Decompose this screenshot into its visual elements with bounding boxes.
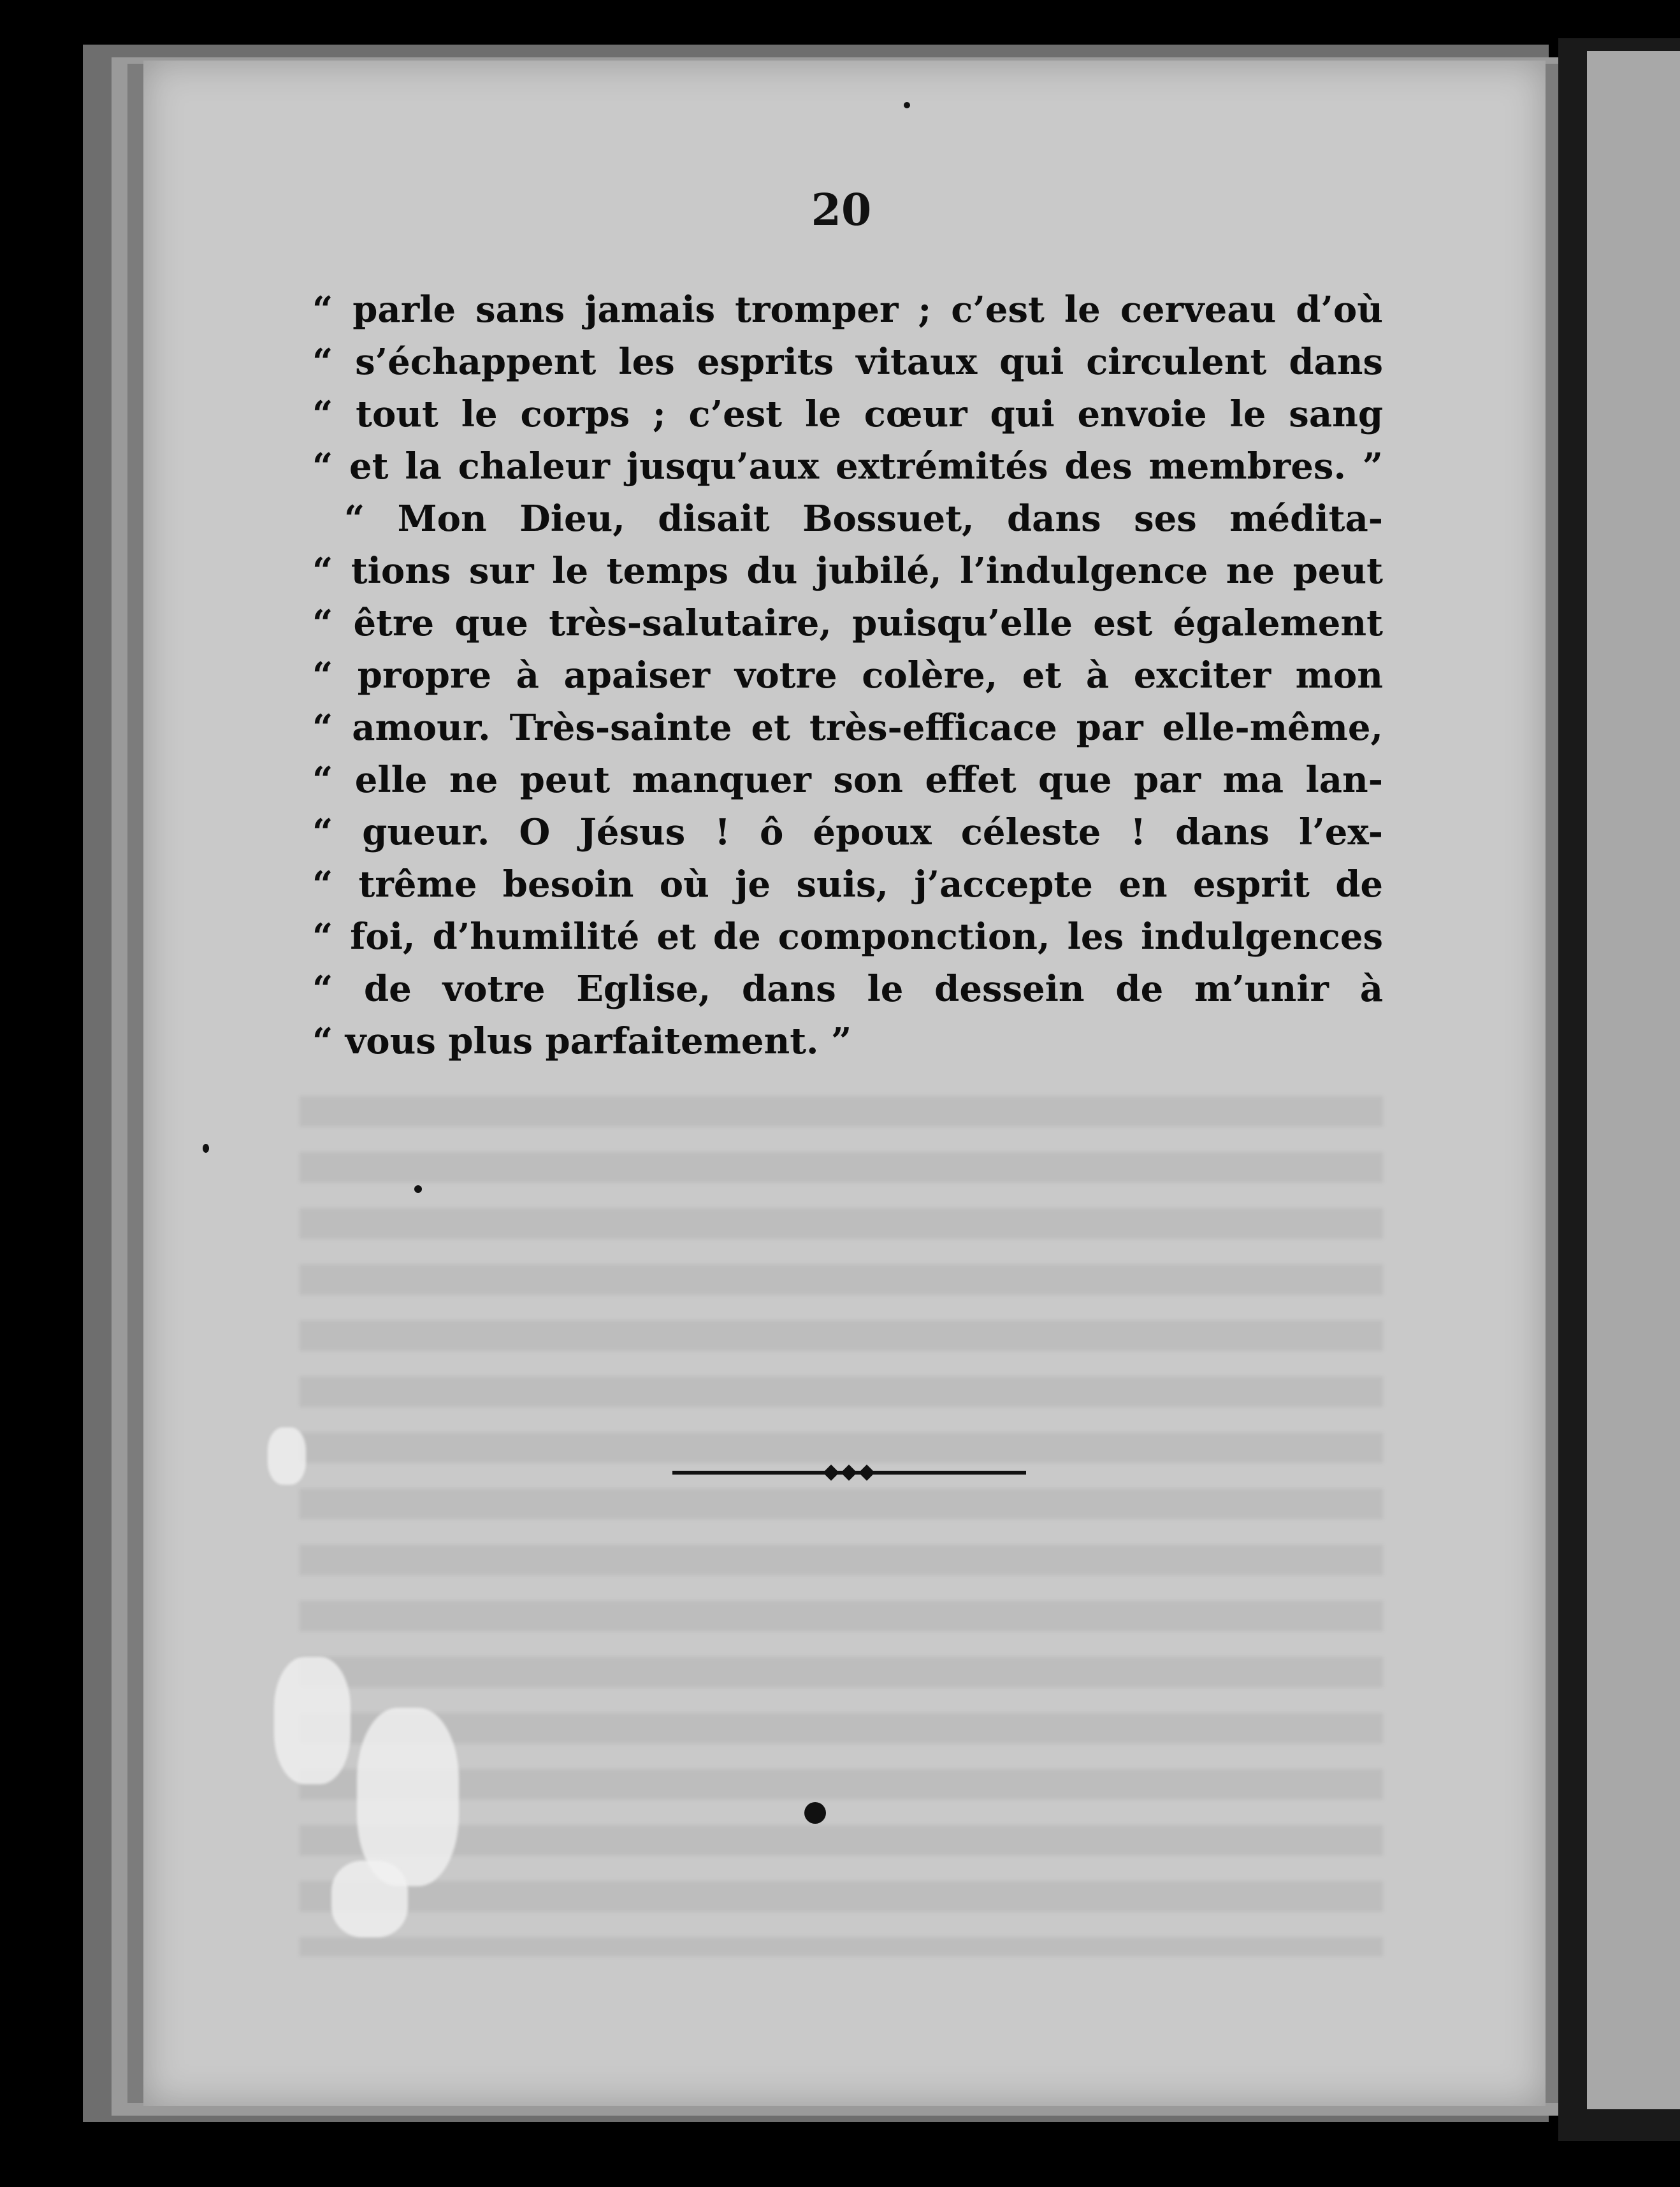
rule-diamond	[841, 1464, 857, 1480]
text-line: “ foi, d’humilité et de componction, les indulgences	[312, 916, 1383, 958]
text-line: “ vous plus parfaitement. ”	[312, 1020, 852, 1062]
scan-blemish	[331, 1861, 408, 1937]
text-line: “ parle sans jamais tromper ; c’est le cerveau d’où	[312, 289, 1383, 331]
scan-blemish	[268, 1427, 306, 1485]
page-number: 20	[811, 185, 872, 236]
text-line: “ s’échappent les esprits vitaux qui circulent dans	[312, 341, 1383, 383]
rule-diamond	[858, 1464, 874, 1480]
text-line: “ amour. Très-sainte et très-efficace par elle-même,	[312, 707, 1383, 749]
facing-page-edge	[1587, 51, 1680, 2109]
ink-speck	[904, 102, 910, 108]
rule-diamond	[823, 1464, 839, 1480]
text-line: “ elle ne peut manquer son effet que par ma lan-	[312, 759, 1383, 801]
text-line: “ Mon Dieu, disait Bossuet, dans ses médita-	[344, 498, 1383, 540]
text-line: “ propre à apaiser votre colère, et à exciter mon	[312, 654, 1383, 697]
ink-speck	[804, 1802, 826, 1824]
ornamental-rule	[672, 1466, 1026, 1478]
ink-speck	[414, 1185, 422, 1193]
text-line: “ trême besoin où je suis, j’accepte en esprit de	[312, 863, 1383, 906]
text-line: “ de votre Eglise, dans le dessein de m’unir à	[312, 968, 1383, 1010]
text-line: “ et la chaleur jusqu’aux extrémités des membres. ”	[312, 445, 1383, 487]
text-line: “ gueur. O Jésus ! ô époux céleste ! dans l’ex-	[312, 811, 1383, 853]
text-line: “ tout le corps ; c’est le cœur qui envoie le sang	[312, 393, 1383, 435]
ink-speck	[203, 1144, 209, 1153]
scan-blemish	[357, 1708, 459, 1886]
show-through-text	[300, 1096, 1383, 1956]
body-text	[312, 284, 1383, 1067]
scan-blemish	[274, 1657, 351, 1784]
text-line: “ être que très-salutaire, puisqu’elle est également	[312, 602, 1383, 644]
text-line: “ tions sur le temps du jubilé, l’indulgence ne peut	[312, 550, 1383, 592]
